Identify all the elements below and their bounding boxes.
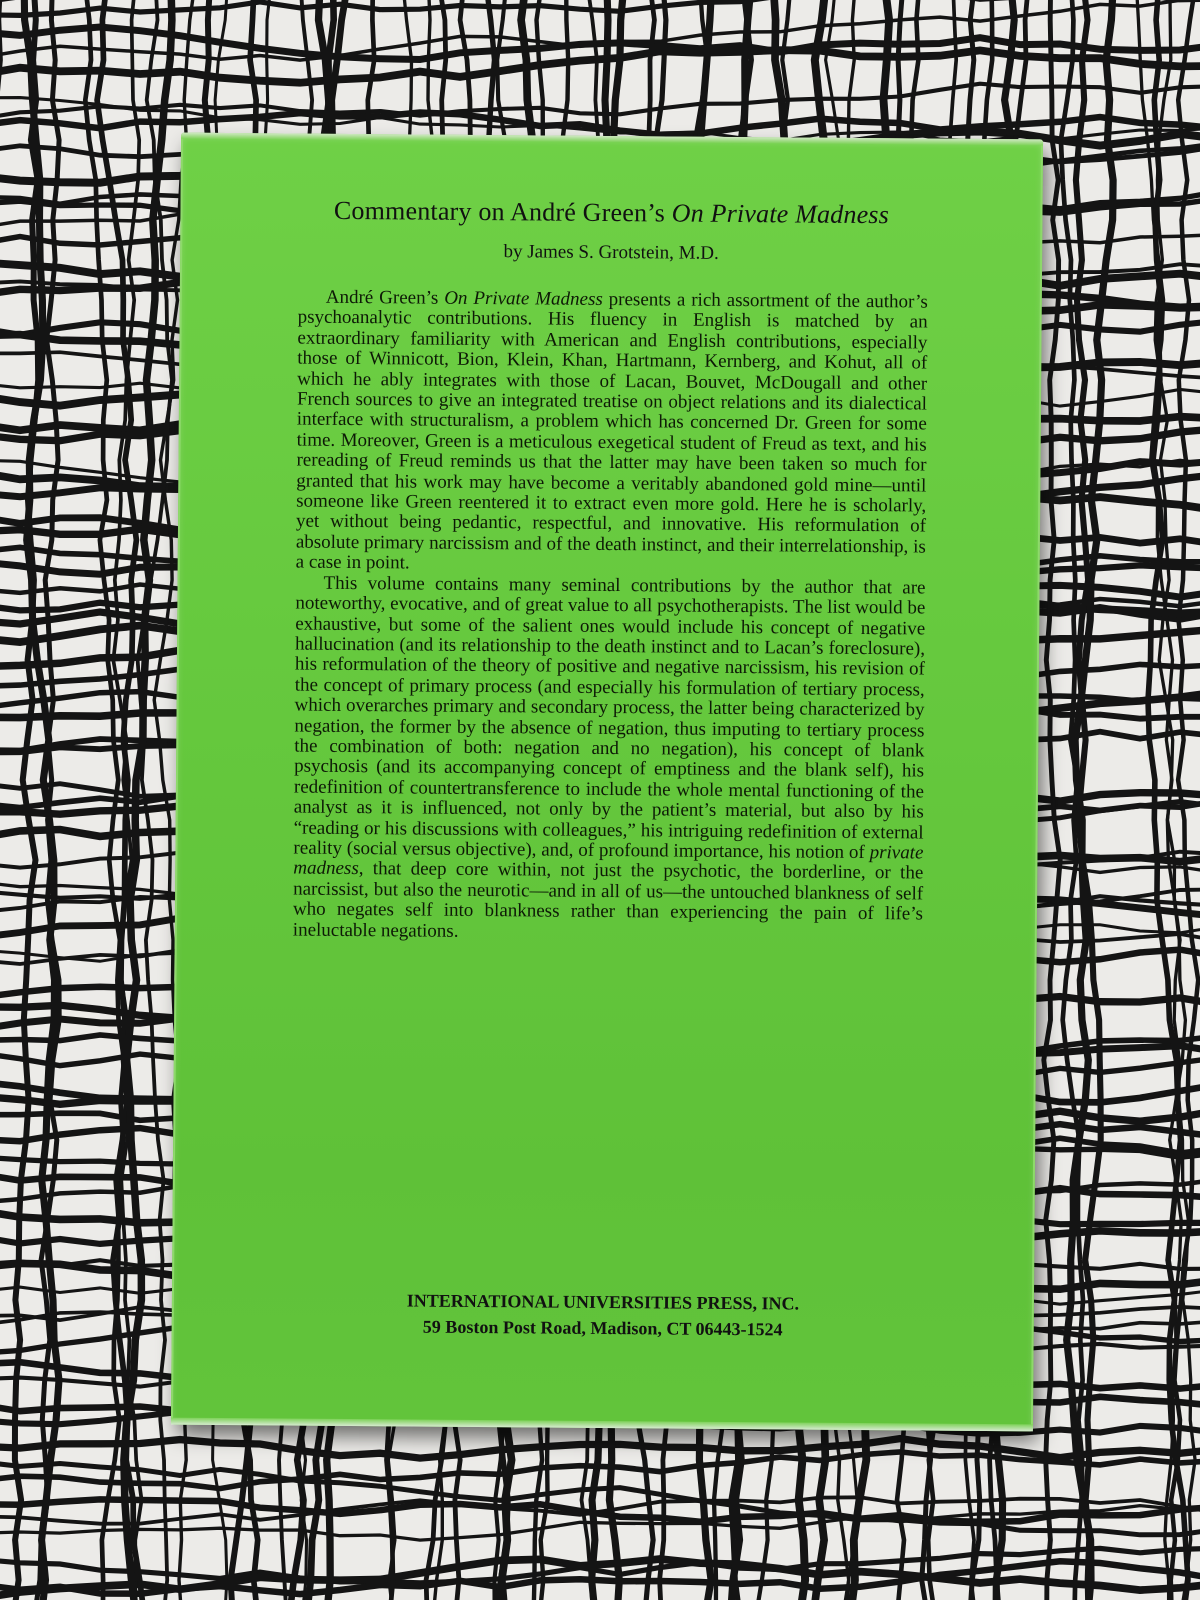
title-italic-text: On Private Madness (671, 198, 890, 230)
title-text: Commentary on André Green’s (333, 195, 672, 228)
commentary-body (293, 288, 928, 946)
paragraph-2-rest: , that deep core within, not just the psychotic, the borderline, or the narcissist, but also the neurotic—and in all of us—the untouched blankness of self who negates self into blankness rather than experiencing the pain of life’s ineluctable negations. (292, 858, 924, 942)
paragraph-1-rest: presents a rich assortment of the author’s psychoanalytic contributions. His fluency in English is matched by an extraordinary familiarity with American and English contributions, especially those of Winnicott, Bion, Klein, Khan, Hartmann, Kernberg, and Kohut, all of which he ably integrates with those of Lacan, Bouvet, McDougall and other French sources to give an integrated treatise on object relations and its dialectical interface with structuralism, a problem which has concerned Dr. Green for some time. Moreover, Green is a meticulous exegetical student of Freud as text, and his rereading of Freud reminds us that the latter may have been taken so much for granted that his work may have become a veritably abandoned gold mine—until someone like Green reentered it to extract even more gold. Here he is scholarly, yet without being pedantic, respectful, and innovative. His reformulation of absolute primary narcissism and of the death instinct, and their interrelationship, is a case in point. (295, 288, 928, 574)
paragraph-1 (296, 288, 928, 579)
author-byline: by James S. Grotstein, M.D. (503, 241, 719, 264)
paragraph-2-start: This volume contains many seminal contributions by the author that are noteworthy, evocative, and of great value to all psychotherapists. The list would be exhaustive, but some of the salient ones would include his concept of negative hallucination (and its relationship to the death instinct and to Lacan’s foreclosure), his reformulation of the theory of positive and negative narcissism, his revision of the concept of primary process (and especially his formulation of tertiary process, which overarches primary and secondary process, the latter being characterized by negation, the former by the absence of negation, thus imputing to tertiary process the combination of both: negation and no negation), his concept of blank psychosis (and its accompanying concept of emptiness and the blank self), his redefinition of countertransference to include the whole mental functioning of the analyst as it is influenced, not only by the patient’s material, but also by his “reading or his discussions with colleagues,” his intriguing redefinition of external reality (social versus objective), and, of profound importance, his notion of (293, 572, 926, 864)
paragraph-1-italic: On Private Madness (444, 287, 603, 310)
paragraph-2-italic: private madness (293, 842, 924, 880)
cover-title (220, 195, 1002, 231)
book-back-cover (171, 133, 1043, 1432)
paragraph-2 (293, 573, 926, 945)
publisher-name: INTERNATIONAL UNIVERSITIES PRESS, INC. (406, 1290, 800, 1314)
paragraph-1-start: André Green’s (325, 286, 445, 309)
publisher-address: 59 Boston Post Road, Madison, CT 06443-1524 (422, 1316, 783, 1340)
